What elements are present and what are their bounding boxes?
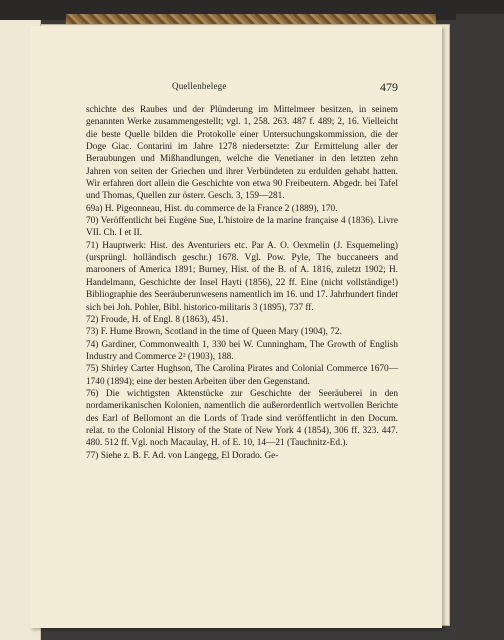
book-edge (456, 14, 504, 640)
page-number: 479 (380, 80, 398, 94)
running-title: Quellenbelege (172, 81, 227, 91)
footnote-74: 74) Gardiner, Commonwealth 1, 330 bei W. Cunningham, The Growth of English Industry and Commerce 2² (1903), 188. (86, 339, 398, 362)
footnote-73: 73) F. Hume Brown, Scotland in the time of Queen Mary (1904), 72. (86, 327, 342, 338)
footnote-70: 70) Veröffentlicht bei Eugène Sue, L'histoire de la marine française 4 (1836). Livre VII. Ch. I et II. (86, 216, 398, 239)
body-text (86, 104, 398, 462)
paragraph-continuation: schichte des Raubes und der Plünderung im Mittelmeer besitzen, in seinem genannten Werke zusammengestellt; vgl. 1, 258. 263. 487 f. 489; 2, 16. Vielleicht die beste Quelle bilden die Protokolle einer Untersuchungskommission, die der Doge Giac. Contarini im Jahre 1278 niedersetzte: Zur Ermittelung aller der Beraubungen und Mißhandlungen, welche die Venetianer in den letzten zehn Jahren von seiten der Griechen und ihrer Verbündeten zu erdulden gehabt hatten. Wir erfahren dort allein die Geschichte von etwa 90 Freibeutern. Abgedr. bei Tafel und Thomas, Quellen zur österr. Gesch. 3, 159—281. (86, 105, 398, 202)
footnote-76: 76) Die wichtigsten Aktenstücke zur Geschichte der Seeräuberei in den nordamerikanischen Kolonien, namentlich die außerordentlich wertvollen Berichte des Earl of Bellomont an die Lords of Trade sind veröffentlicht in den Docum. relat. to the Colonial History of the State of New York 4 (1854), 306 ff. 323. 447. 480. 512 ff. Vgl. noch Macaulay, H. of E. 10, 14—21 (Tauchnitz-Ed.). (86, 388, 398, 449)
footnote-71: 71) Hauptwerk: Hist. des Aventuriers etc. Par A. O. Oexmelin (J. Esquemeling) (ursprüngl. holländisch geschr.) 1678. Vgl. Pow. Pyle, The buccaneers and marooners of America 1891; Burney, Hist. of the B. of A. 1816, zuletzt 1902; H. Handelmann, Geschichte der Insel Hayti (1856), 22 ff. Eine (nicht vollständige!) Bibliographie des Seeräuberunwesens namentlich im 16. und 17. Jahrhundert findet sich bei Joh. Pohler, Bibl. historico-militaris 3 (1895), 737 ff. (86, 240, 398, 313)
footnote-72: 72) Froude, H. of Engl. 8 (1863), 451. (86, 314, 229, 325)
running-header (86, 80, 398, 96)
footnote-75: 75) Shirley Carter Hughson, The Carolina Pirates and Colonial Commerce 1670—1740 (1894); eine der besten Arbeiten über den Gegenstand. (86, 364, 398, 387)
footnote-77: 77) Siehe z. B. F. Ad. von Langegg, El Dorado. Ge- (86, 450, 279, 461)
footnote-69a: 69a) H. Pigeonneau, Hist. du commerce de la France 2 (1889), 170. (86, 203, 338, 214)
